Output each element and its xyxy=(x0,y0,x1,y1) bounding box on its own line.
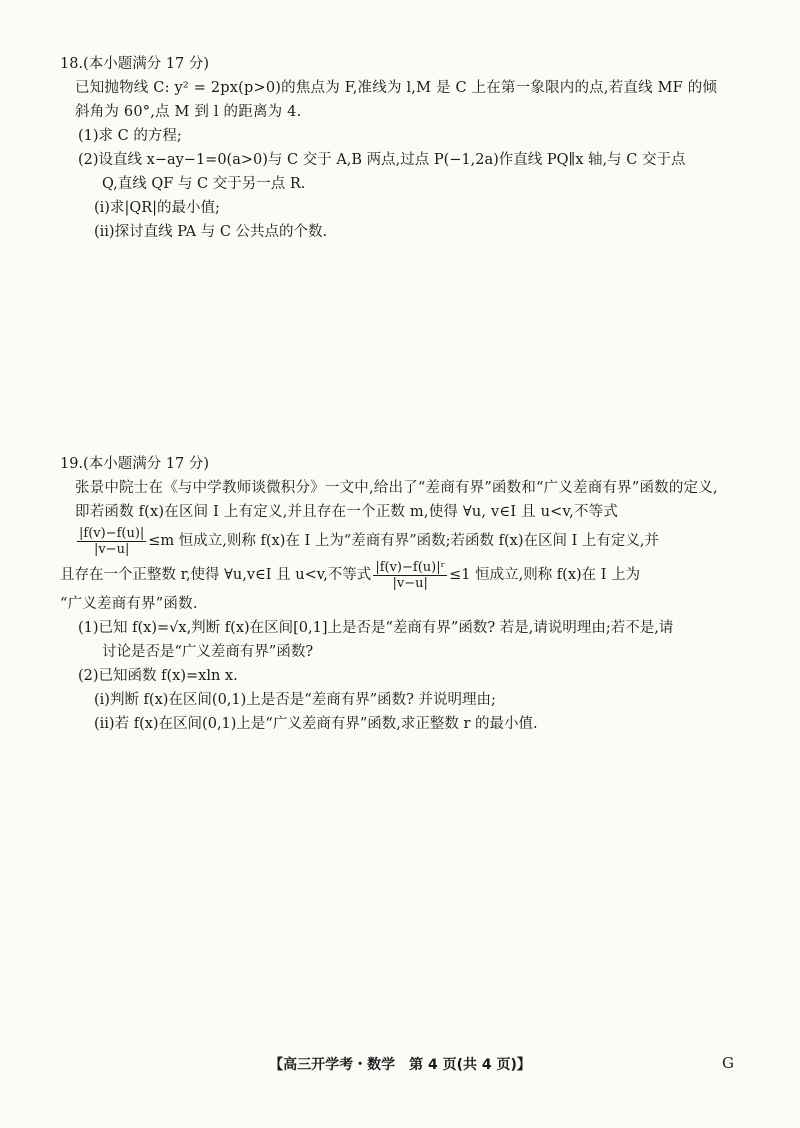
fraction-denominator: |v−u| xyxy=(93,541,130,557)
generalized-difference-quotient-fraction xyxy=(373,560,447,591)
question-19-part2-i: (ⅰ)判断 f(x)在区间(0,1)上是否是“差商有界”函数? 并说明理由; xyxy=(94,692,496,708)
question-19-part2-ii: (ⅱ)若 f(x)在区间(0,1)上是“广义差商有界”函数,求正整数 r 的最小值. xyxy=(94,716,538,732)
question-19 xyxy=(60,452,750,736)
fraction-numerator: |f(v)−f(u)| xyxy=(79,525,145,541)
question-19-stem-line1: 张景中院士在《与中学教师谈微积分》一文中,给出了“差商有界”函数和“广义差商有界”函数的定义, xyxy=(75,480,718,496)
question-19-heading: 19.(本小题满分 17 分) xyxy=(60,456,210,472)
question-19-stem-line3 xyxy=(75,524,750,558)
question-18-part2-line2: Q,直线 QF 与 C 交于另一点 R. xyxy=(102,176,306,192)
question-19-part1-line1: (1)已知 f(x)=√x,判断 f(x)在区间[0,1]上是否是“差商有界”函数? 若是,请说明理由;若不是,请 xyxy=(78,620,674,636)
question-18-heading: 18.(本小题满分 17 分) xyxy=(60,56,210,72)
question-18-stem-line1: 已知抛物线 C: y² = 2px(p>0)的焦点为 F,准线为 l,M 是 C 上在第一象限内的点,若直线 MF 的倾 xyxy=(75,80,718,96)
question-18-part2-line1: (2)设直线 x−ay−1=0(a>0)与 C 交于 A,B 两点,过点 P(−1,2a)作直线 PQ∥x 轴,与 C 交于点 xyxy=(78,152,686,168)
page-footer: 【高三开学考・数学 第 4 页(共 4 页)】 xyxy=(269,1057,531,1073)
question-19-stem-line5: “广义差商有界”函数. xyxy=(60,596,198,612)
version-mark: G xyxy=(722,1054,734,1072)
question-19-stem-line3-text: ≤m 恒成立,则称 f(x)在 I 上为“差商有界”函数;若函数 f(x)在区间 I 上有定义,并 xyxy=(148,533,660,549)
question-19-stem-line2: 即若函数 f(x)在区间 I 上有定义,并且存在一个正数 m,使得 ∀u, v∈I 且 u<v,不等式 xyxy=(75,504,619,520)
question-19-part1-line2: 讨论是否是“广义差商有界”函数? xyxy=(102,644,314,660)
question-18-stem-line2: 斜角为 60°,点 M 到 l 的距离为 4. xyxy=(75,104,302,120)
question-19-stem-line4-post: ≤1 恒成立,则称 f(x)在 I 上为 xyxy=(449,567,641,583)
question-19-part2: (2)已知函数 f(x)=xln x. xyxy=(78,668,238,684)
question-19-stem-line4 xyxy=(60,558,750,592)
question-18-part1: (1)求 C 的方程; xyxy=(78,128,182,144)
difference-quotient-fraction xyxy=(77,526,146,557)
fraction-numerator: |f(v)−f(u)|ʳ xyxy=(375,559,446,575)
question-18 xyxy=(60,52,750,244)
question-18-part2-ii: (ⅱ)探讨直线 PA 与 C 公共点的个数. xyxy=(94,224,328,240)
question-19-stem-line4-pre: 且存在一个正整数 r,使得 ∀u,v∈I 且 u<v,不等式 xyxy=(60,567,372,583)
fraction-denominator: |v−u| xyxy=(392,575,428,591)
question-18-part2-i: (ⅰ)求|QR|的最小值; xyxy=(94,200,220,216)
